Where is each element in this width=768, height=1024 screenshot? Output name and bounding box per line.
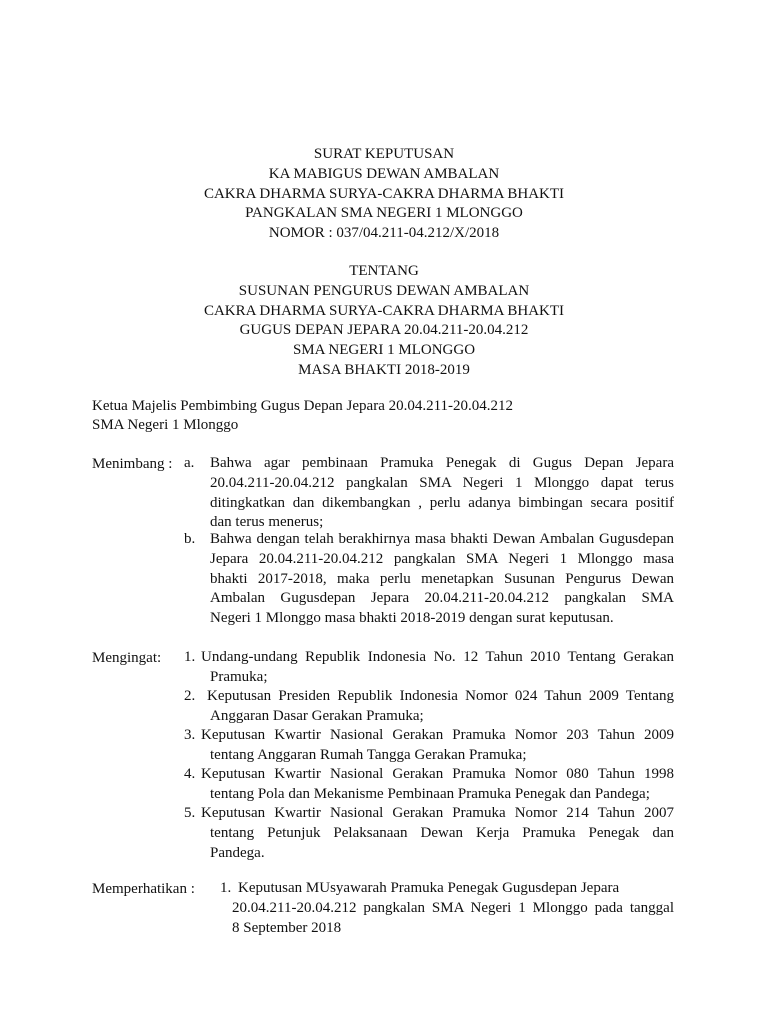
item-line: Jepara 20.04.211-20.04.212 pangkalan SMA Negeri 1 Mlonggo masa bbox=[210, 550, 674, 567]
item-line: 20.04.211-20.04.212 pangkalan SMA Negeri 1 Mlonggo dapat terus bbox=[210, 474, 674, 491]
title-line: PANGKALAN SMA NEGERI 1 MLONGGO bbox=[245, 205, 523, 222]
menimbang-label: Menimbang : bbox=[92, 456, 173, 472]
issuer-line: SMA Negeri 1 Mlonggo bbox=[92, 417, 239, 433]
item-line: tentang Anggaran Rumah Tangga Gerakan Pramuka; bbox=[210, 746, 527, 763]
item-line: Pramuka; bbox=[210, 668, 268, 685]
item-line: tentang Petunjuk Pelaksanaan Dewan Kerja Pramuka Penegak dan bbox=[210, 824, 674, 841]
memperhatikan-item-1 bbox=[220, 879, 674, 938]
item-line: Bahwa agar pembinaan Pramuka Penegak di Gugus Depan Jepara bbox=[210, 455, 674, 471]
title-line: CAKRA DHARMA SURYA-CAKRA DHARMA BHAKTI bbox=[203, 185, 565, 202]
item-marker: 1. bbox=[184, 649, 196, 665]
decree-title-block bbox=[0, 145, 768, 244]
subject-line: CAKRA DHARMA SURYA-CAKRA DHARMA BHAKTI bbox=[203, 302, 565, 319]
title-line: SURAT KEPUTUSAN bbox=[313, 146, 455, 162]
mengingat-item-2 bbox=[184, 687, 674, 727]
mengingat-item-3 bbox=[184, 726, 674, 766]
item-line: Keputusan Kwartir Nasional Gerakan Pramuka Nomor 080 Tahun 1998 bbox=[201, 766, 674, 782]
item-line: Pandega. bbox=[210, 844, 265, 861]
item-line: Keputusan Kwartir Nasional Gerakan Pramuka Nomor 214 Tahun 2007 bbox=[201, 805, 674, 821]
memperhatikan-label: Memperhatikan : bbox=[92, 881, 195, 897]
mengingat-label: Mengingat: bbox=[92, 650, 162, 666]
mengingat-item-5 bbox=[184, 804, 674, 863]
mengingat-item-4 bbox=[184, 765, 674, 805]
menimbang-item-b bbox=[184, 530, 674, 629]
item-marker: a. bbox=[184, 455, 195, 471]
item-line: 8 September 2018 bbox=[232, 919, 342, 936]
item-line: dan terus menerus; bbox=[210, 514, 324, 531]
item-line: Keputusan Presiden Republik Indonesia Nomor 024 Tahun 2009 Tentang bbox=[207, 688, 674, 704]
item-marker: 5. bbox=[184, 805, 196, 821]
item-marker: 3. bbox=[184, 727, 196, 743]
menimbang-item-a bbox=[184, 454, 674, 533]
item-marker: 4. bbox=[184, 766, 196, 782]
item-line: tentang Pola dan Mekanisme Pembinaan Pramuka Penegak dan Pandega; bbox=[210, 785, 650, 802]
subject-line: SMA NEGERI 1 MLONGGO bbox=[292, 342, 476, 359]
subject-block bbox=[0, 262, 768, 381]
item-line: Negeri 1 Mlonggo masa bhakti 2018-2019 dengan surat keputusan. bbox=[210, 610, 614, 627]
item-marker: 1. bbox=[220, 880, 232, 896]
item-line: Ambalan Gugusdepan Jepara 20.04.211-20.04.212 pangkalan SMA bbox=[210, 590, 674, 607]
item-line: bhakti 2017-2018, maka perlu menetapkan Susunan Pengurus Dewan bbox=[210, 570, 674, 587]
item-line: Undang-undang Republik Indonesia No. 12 Tahun 2010 Tentang Gerakan bbox=[201, 649, 674, 665]
decree-number: NOMOR : 037/04.211-04.212/X/2018 bbox=[268, 225, 500, 242]
subject-line: GUGUS DEPAN JEPARA 20.04.211-20.04.212 bbox=[239, 322, 529, 339]
item-line: Bahwa dengan telah berakhirnya masa bhakti Dewan Ambalan Gugusdepan bbox=[210, 531, 674, 547]
item-line: Anggaran Dasar Gerakan Pramuka; bbox=[210, 707, 424, 724]
item-line: Keputusan Kwartir Nasional Gerakan Pramuka Nomor 203 Tahun 2009 bbox=[201, 727, 674, 743]
mengingat-item-1 bbox=[184, 648, 674, 688]
issuer-line: Ketua Majelis Pembimbing Gugus Depan Jepara 20.04.211-20.04.212 bbox=[92, 398, 514, 414]
item-marker: 2. bbox=[184, 688, 196, 704]
item-line: 20.04.211-20.04.212 pangkalan SMA Negeri 1 Mlonggo pada tanggal bbox=[232, 899, 674, 916]
item-marker: b. bbox=[184, 531, 196, 547]
subject-line: TENTANG bbox=[349, 263, 419, 279]
item-line: Keputusan MUsyawarah Pramuka Penegak Gugusdepan Jepara bbox=[238, 880, 620, 896]
subject-line: MASA BHAKTI 2018-2019 bbox=[298, 361, 470, 378]
subject-line: SUSUNAN PENGURUS DEWAN AMBALAN bbox=[238, 282, 530, 299]
title-line: KA MABIGUS DEWAN AMBALAN bbox=[268, 165, 500, 182]
item-line: ditingkatkan dan dikembangkan , perlu adanya bimbingan secara positif bbox=[210, 494, 674, 511]
